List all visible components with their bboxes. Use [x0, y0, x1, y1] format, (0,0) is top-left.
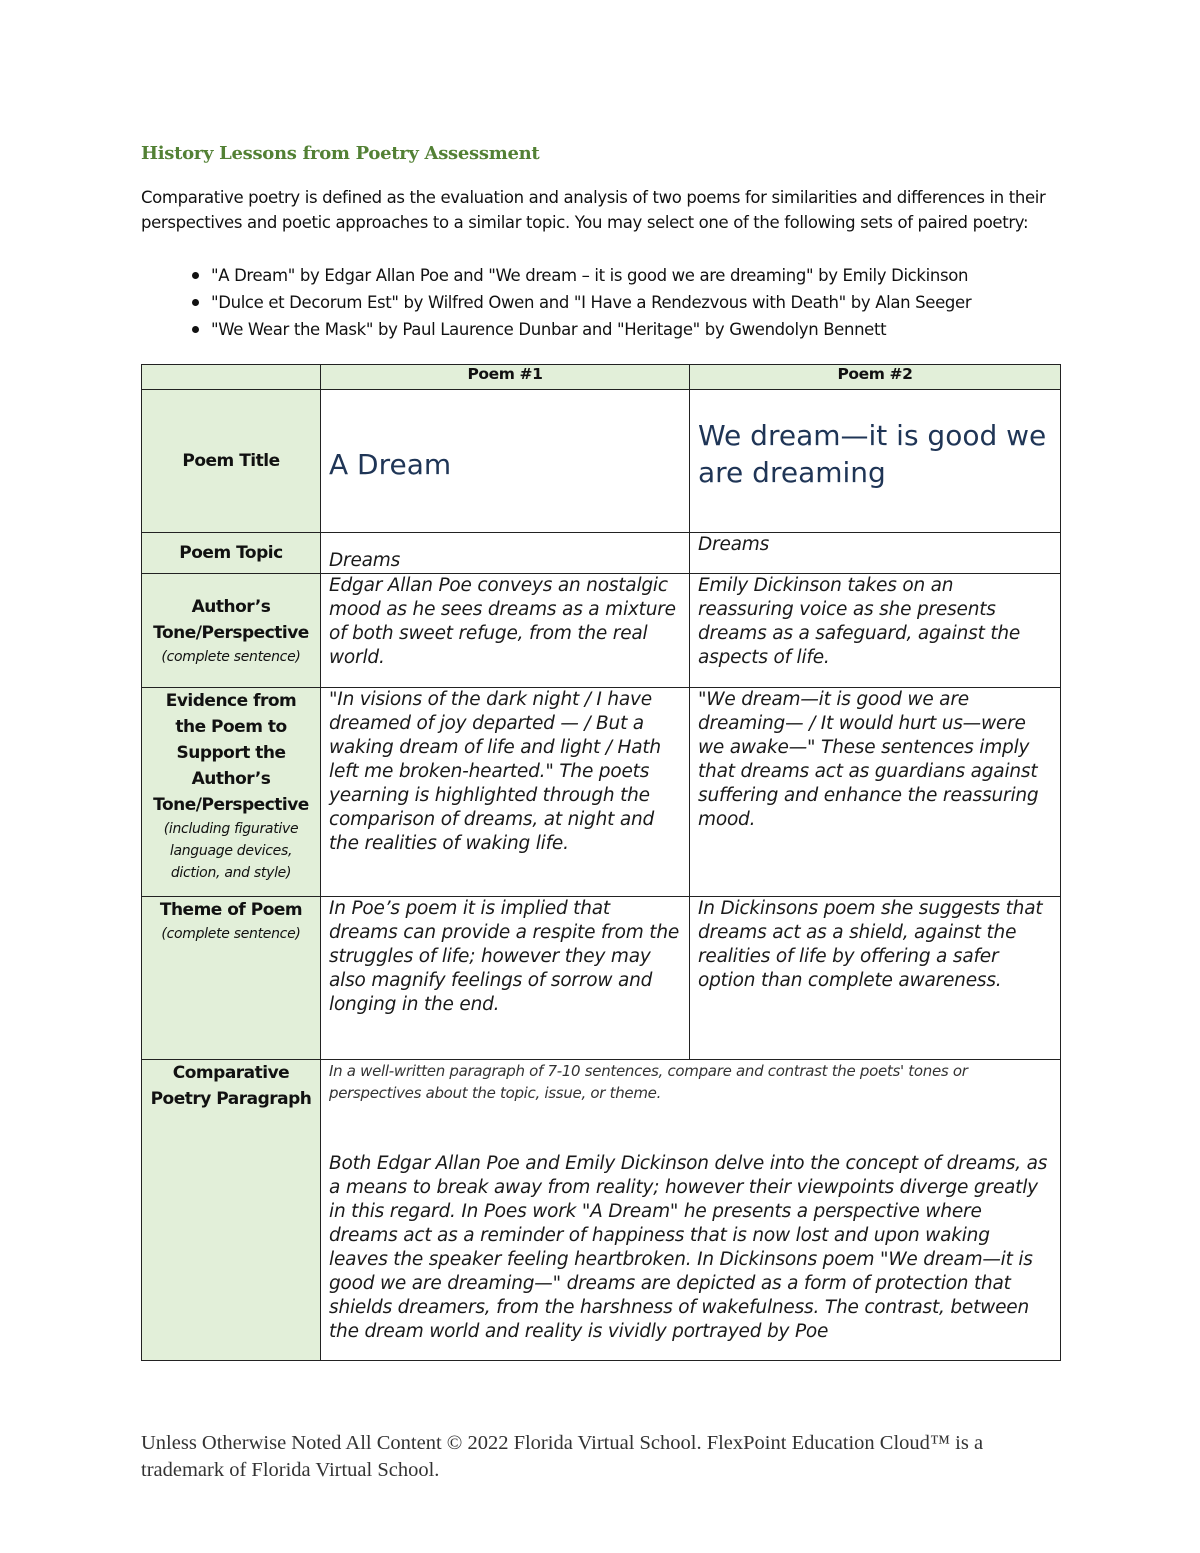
table-row: [142, 688, 1061, 897]
poem1-theme-cell[interactable]: [321, 897, 690, 1060]
header-blank-cell: [142, 365, 321, 390]
poem2-evidence-cell[interactable]: [690, 688, 1061, 897]
paragraph-cell[interactable]: [321, 1060, 1061, 1361]
poem1-tone: Edgar Allan Poe conveys an nostalgic mood as he sees dreams as a mixture of both sweet refuge, from the real world.: [329, 575, 676, 668]
header-poem2: Poem #2: [690, 365, 1061, 390]
poem2-theme: In Dickinsons poem she suggests that dreams act as a shield, against the realities of life by offering a safer option than complete awareness.: [698, 898, 1043, 991]
table-row: [142, 390, 1061, 533]
paragraph-prompt: In a well-written paragraph of 7-10 sentences, compare and contrast the poets' tones or perspectives about the topic, issue, or theme.: [329, 1062, 968, 1102]
poem2-topic-cell[interactable]: [690, 533, 1061, 574]
row-label-tone: Author’s Tone/Perspective (complete sentence): [142, 574, 321, 688]
intro-paragraph: Comparative poetry is defined as the evaluation and analysis of two poems for similarities and differences in their perspectives and poetic approaches to a similar topic. You may select one of the following sets of paired poetry:: [141, 188, 1046, 232]
table-header-row: [142, 365, 1061, 390]
poem1-topic: Dreams: [329, 550, 401, 571]
poem1-topic-cell[interactable]: [321, 533, 690, 574]
poem1-tone-cell[interactable]: [321, 574, 690, 688]
page-title: History Lessons from Poetry Assessment: [141, 143, 540, 164]
row-label-paragraph: Comparative Poetry Paragraph: [142, 1060, 321, 1361]
poem1-title-cell[interactable]: [321, 390, 690, 533]
list-item: "A Dream" by Edgar Allan Poe and "We dream – it is good we are dreaming" by Emily Dickinson: [141, 262, 1071, 289]
poem2-topic: Dreams: [698, 534, 770, 555]
copyright-footer: Unless Otherwise Noted All Content © 2022 Florida Virtual School. FlexPoint Education Cloud™ is a trademark of Florida Virtual School.: [141, 1432, 984, 1481]
row-label-poem-topic: Poem Topic: [142, 533, 321, 574]
header-poem1: Poem #1: [321, 365, 690, 390]
poem1-theme: In Poe’s poem it is implied that dreams can provide a respite from the struggles of life; however they may also magnify feelings of sorrow and longing in the end.: [329, 898, 680, 1015]
list-item: "Dulce et Decorum Est" by Wilfred Owen and "I Have a Rendezvous with Death" by Alan Seeger: [141, 289, 1071, 316]
poem2-theme-cell[interactable]: [690, 897, 1061, 1060]
table-row: [142, 1060, 1061, 1361]
table-row: [142, 574, 1061, 688]
poem2-title-cell[interactable]: [690, 390, 1061, 533]
poem2-tone-cell[interactable]: [690, 574, 1061, 688]
poem1-evidence-cell[interactable]: [321, 688, 690, 897]
table-row: [142, 533, 1061, 574]
row-label-theme: Theme of Poem (complete sentence): [142, 897, 321, 1060]
list-item: "We Wear the Mask" by Paul Laurence Dunbar and "Heritage" by Gwendolyn Bennett: [141, 316, 1071, 343]
row-label-evidence: Evidence from the Poem to Support the Author’s Tone/Perspective (including figurative language devices, diction, and style): [142, 688, 321, 897]
comparative-paragraph: Both Edgar Allan Poe and Emily Dickinson delve into the concept of dreams, as a means to break away from reality; however their viewpoints diverge greatly in this regard. In Poes work "A Dream" he presents a perspective where dreams act as a reminder of happiness that is now lost and upon waking leaves the speaker feeling heartbroken. In Dickinsons poem "We dream—it is good we are dreaming—" dreams are depicted as a form of protection that shields dreamers, from the harshness of wakefulness. The contrast, between the dream world and reality is vividly portrayed by Poe: [329, 1153, 1048, 1342]
comparison-table: [141, 364, 1061, 1361]
table-row: [142, 897, 1061, 1060]
poem-pairs-list: [141, 262, 1071, 343]
poem1-title: A Dream: [329, 447, 452, 481]
poem2-tone: Emily Dickinson takes on an reassuring voice as she presents dreams as a safeguard, against the aspects of life.: [698, 575, 1021, 668]
row-label-poem-title: Poem Title: [142, 390, 321, 533]
poem2-evidence: "We dream—it is good we are dreaming— / It would hurt us—were we awake—" These sentences imply that dreams act as guardians against suffering and enhance the reassuring mood.: [698, 689, 1039, 830]
poem1-evidence: "In visions of the dark night / I have dreamed of joy departed — / But a waking dream of life and light / Hath left me broken-hearted." The poets yearning is highlighted through the comparison of dreams, at night and the realities of waking life.: [329, 689, 661, 854]
poem2-title: We dream—it is good we are dreaming: [698, 419, 1047, 489]
